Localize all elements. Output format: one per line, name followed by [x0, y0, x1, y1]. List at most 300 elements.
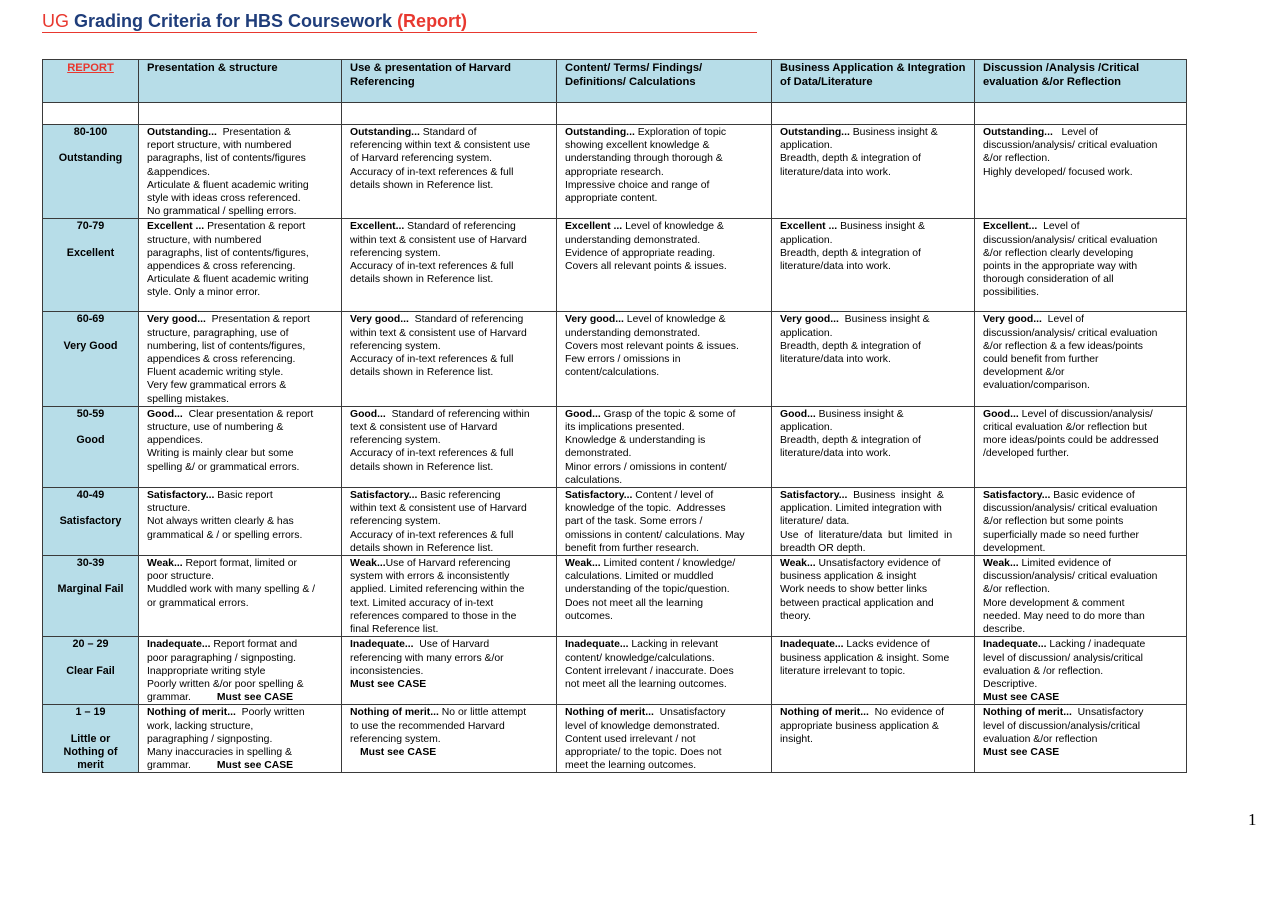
header-discussion: Discussion /Analysis /Critical evaluation &/or Reflection — [975, 60, 1187, 103]
criteria-level-lead: Good... — [780, 408, 816, 420]
grade-band-label — [43, 637, 139, 705]
criteria-text: structure, with numbered — [147, 234, 262, 246]
criteria-text: Standard of — [419, 127, 477, 138]
criteria-text: meet the learning outcomes. — [565, 760, 697, 772]
criteria-text: referencing system. — [350, 435, 441, 447]
criteria-text: Articulate & fluent academic writing — [147, 179, 309, 191]
criteria-text: content/ knowledge/calculations. — [565, 652, 715, 664]
criteria-text: possibilities. — [983, 287, 1040, 299]
criteria-text: Report format and — [210, 639, 298, 651]
grade-name: Marginal Fail — [57, 583, 124, 596]
criteria-level-lead: Inadequate... — [780, 639, 844, 651]
header-row — [43, 60, 1187, 103]
criteria-text: No evidence of — [868, 707, 944, 719]
criteria-text: Content / level of — [632, 490, 714, 502]
criteria-text: &/or reflection & a few ideas/points — [983, 340, 1143, 352]
grade-name: Excellent — [66, 246, 115, 259]
criteria-level-lead: Outstanding... — [147, 127, 217, 138]
criteria-text: style. Only a minor error. — [147, 287, 261, 299]
criteria-cell — [975, 556, 1187, 637]
criteria-text: points in the appropriate way with — [983, 261, 1138, 273]
criteria-text: discussion/analysis/ critical evaluation — [983, 571, 1158, 583]
criteria-text: understanding through thorough & — [565, 153, 723, 165]
criteria-text: details shown in Reference list. — [350, 179, 494, 191]
grade-band-label — [43, 219, 139, 312]
criteria-text: its implications presented. — [565, 422, 685, 434]
criteria-text: literature/data into work. — [780, 261, 891, 273]
criteria-cell — [557, 637, 772, 705]
grade-range: 1 – 19 — [75, 706, 106, 719]
spacer-cell — [772, 103, 975, 125]
criteria-level-lead: Weak... — [350, 558, 386, 570]
criteria-text: of Harvard referencing system. — [350, 153, 493, 165]
spacer-cell — [342, 103, 557, 125]
criteria-text: theory. — [780, 610, 811, 622]
criteria-text: grammatical & / or spelling errors. — [147, 529, 303, 541]
criteria-text: Clear presentation & report — [182, 408, 314, 420]
criteria-text: paragraphs, list of contents/figures — [147, 153, 306, 165]
criteria-text: Business insight & — [849, 127, 938, 138]
criteria-text: Standard of referencing — [408, 314, 524, 326]
must-see-case-note: Must see CASE — [350, 678, 427, 690]
criteria-cell — [139, 488, 342, 556]
criteria-level-lead: Satisfactory... — [983, 490, 1051, 502]
grading-criteria-table — [42, 59, 1187, 773]
criteria-text: Poorly written &/or poor spelling & — [147, 678, 304, 690]
criteria-cell — [139, 406, 342, 487]
criteria-text: referencing system. — [350, 247, 441, 259]
criteria-level-lead: Very good... — [780, 314, 839, 326]
criteria-text: Business insight & — [815, 408, 904, 420]
criteria-level-lead: Weak... — [983, 558, 1019, 570]
criteria-text: system with errors & inconsistently — [350, 571, 510, 583]
criteria-text: referencing system. — [350, 340, 441, 352]
grade-band-row — [43, 705, 1187, 773]
must-see-case-note: Must see CASE — [216, 760, 294, 772]
criteria-text: Breadth, depth & integration of — [780, 153, 921, 165]
grade-band-label — [43, 312, 139, 406]
criteria-text: Accuracy of in-text references & full — [350, 448, 514, 460]
grade-name: Satisfactory — [59, 515, 122, 528]
criteria-cell — [557, 556, 772, 637]
criteria-level-lead: Weak... — [780, 558, 816, 570]
criteria-cell — [772, 312, 975, 406]
criteria-text: business application & insight — [780, 571, 917, 583]
must-see-case-note: Must see CASE — [360, 746, 437, 758]
criteria-level-lead: Excellent... — [350, 221, 405, 233]
criteria-cell — [772, 556, 975, 637]
criteria-text: spelling &/ or grammatical errors. — [147, 461, 300, 473]
grade-band-row — [43, 637, 1187, 705]
criteria-text: details shown in Reference list. — [350, 542, 494, 554]
criteria-text: &appendices. — [147, 166, 210, 178]
spacer-cell — [43, 103, 139, 125]
criteria-text: applied. Limited referencing within the — [350, 584, 525, 596]
grade-band-row — [43, 556, 1187, 637]
header-presentation: Presentation & structure — [139, 60, 342, 103]
grade-range: 50-59 — [76, 407, 105, 420]
criteria-cell — [342, 556, 557, 637]
grade-name: Clear Fail — [66, 664, 115, 677]
criteria-text: within text & consistent use of Harvard — [350, 503, 527, 515]
criteria-text: referencing system. — [350, 516, 441, 528]
criteria-text: Muddled work with many spelling & / — [147, 584, 316, 596]
criteria-cell — [342, 705, 557, 773]
criteria-text: application. — [780, 327, 833, 339]
criteria-text: application. — [780, 422, 833, 434]
criteria-text: text. Limited accuracy of in-text — [350, 597, 494, 609]
criteria-text: More development & comment — [983, 597, 1125, 609]
criteria-text: understanding demonstrated. — [565, 327, 701, 339]
criteria-text: &/or reflection but some points — [983, 516, 1124, 528]
grade-band-label — [43, 406, 139, 487]
criteria-cell — [772, 125, 975, 219]
criteria-text: style with ideas cross referenced. — [147, 193, 301, 205]
criteria-level-lead: Good... — [147, 408, 183, 420]
criteria-level-lead: Nothing of merit... — [780, 707, 869, 719]
page-number: 1 — [1248, 810, 1257, 829]
criteria-text: structure, paragraphing, use of — [147, 327, 289, 339]
criteria-text: more ideas/points could be addressed — [983, 435, 1159, 447]
criteria-text: discussion/analysis/ critical evaluation — [983, 503, 1158, 515]
grade-band-row — [43, 488, 1187, 556]
criteria-text: Breadth, depth & integration of — [780, 340, 921, 352]
criteria-text: showing excellent knowledge & — [565, 140, 710, 152]
spacer-cell — [557, 103, 772, 125]
criteria-text: demonstrated. — [565, 448, 632, 460]
criteria-text: appropriate/ to the topic. Does not — [565, 746, 722, 758]
criteria-cell — [975, 125, 1187, 219]
grade-range: 70-79 — [76, 220, 105, 233]
criteria-cell — [557, 488, 772, 556]
grade-band-label — [43, 488, 139, 556]
criteria-cell — [772, 637, 975, 705]
criteria-text: Poorly written — [235, 707, 305, 719]
criteria-text: final Reference list. — [350, 624, 439, 636]
criteria-text: Use of Harvard referencing — [385, 558, 511, 570]
criteria-level-lead: Satisfactory... — [565, 490, 633, 502]
criteria-text: within text & consistent use of Harvard — [350, 327, 527, 339]
criteria-cell — [975, 312, 1187, 406]
grade-name: Very Good — [63, 339, 118, 352]
header-content: Content/ Terms/ Findings/ Definitions/ Calculations — [557, 60, 772, 103]
criteria-cell — [772, 219, 975, 312]
criteria-text: Few errors / omissions in — [565, 354, 681, 366]
criteria-level-lead: Weak... — [565, 558, 601, 570]
criteria-text: superficially made so need further — [983, 529, 1139, 541]
grade-range: 60-69 — [76, 313, 105, 326]
criteria-text: Many inaccuracies in spelling & — [147, 746, 292, 758]
criteria-level-lead: Excellent ... — [565, 221, 623, 233]
criteria-text: Use of Harvard — [413, 639, 490, 651]
criteria-text: discussion/analysis/ critical evaluation — [983, 234, 1158, 246]
criteria-text: Lacking in relevant — [628, 639, 719, 651]
criteria-level-lead: Nothing of merit... — [565, 707, 654, 719]
criteria-cell — [772, 488, 975, 556]
criteria-level-lead: Nothing of merit... — [147, 707, 236, 719]
criteria-text: application. — [780, 140, 833, 152]
criteria-level-lead: Excellent ... — [780, 221, 838, 233]
criteria-text: paragraphs, list of contents/figures, — [147, 247, 309, 259]
criteria-text: knowledge of the topic. Addresses — [565, 503, 726, 515]
criteria-cell — [557, 312, 772, 406]
criteria-text: describe. — [983, 624, 1026, 636]
criteria-text: Breadth, depth & integration of — [780, 247, 921, 259]
criteria-text: Level of knowledge & — [623, 314, 726, 326]
criteria-cell — [557, 705, 772, 773]
criteria-text: details shown in Reference list. — [350, 367, 494, 379]
criteria-text: Writing is mainly clear but some — [147, 448, 294, 460]
criteria-cell — [975, 219, 1187, 312]
criteria-text: &/or reflection. — [983, 584, 1050, 596]
criteria-text: Limited content / knowledge/ — [600, 558, 736, 570]
criteria-level-lead: Satisfactory... — [780, 490, 848, 502]
criteria-cell — [139, 312, 342, 406]
criteria-text: Level of — [1052, 127, 1098, 138]
criteria-text: development. — [983, 542, 1046, 554]
criteria-text: references compared to those in the — [350, 610, 517, 622]
title-prefix: UG — [42, 11, 69, 31]
criteria-cell — [557, 219, 772, 312]
criteria-text: evaluation &/or reflection — [983, 733, 1098, 745]
criteria-text: Grasp of the topic & some of — [600, 408, 736, 420]
header-report: REPORT — [43, 60, 139, 103]
criteria-level-lead: Inadequate... — [983, 639, 1047, 651]
spacer-row — [43, 103, 1187, 125]
criteria-cell — [139, 125, 342, 219]
criteria-cell — [139, 556, 342, 637]
criteria-cell — [139, 637, 342, 705]
criteria-text: Lacks evidence of — [843, 639, 930, 651]
criteria-text: Content irrelevant / inaccurate. Does — [565, 665, 734, 677]
grade-band-row — [43, 312, 1187, 406]
spacer-cell — [975, 103, 1187, 125]
criteria-text: application. Limited integration with — [780, 503, 942, 515]
criteria-text: evaluation/comparison. — [983, 380, 1090, 392]
criteria-level-lead: Good... — [350, 408, 386, 420]
criteria-text: Presentation & report — [205, 314, 310, 326]
criteria-text: benefit from further research. — [565, 542, 699, 554]
criteria-text: work, lacking structure, — [147, 720, 254, 732]
criteria-text: needed. May need to do more than — [983, 610, 1145, 622]
criteria-text: evaluation & /or reflection. — [983, 665, 1104, 677]
criteria-text: Presentation & report — [204, 221, 306, 233]
criteria-text: development &/or — [983, 367, 1065, 379]
grade-range: 80-100 — [73, 126, 108, 138]
grade-range: 40-49 — [76, 489, 105, 502]
criteria-text: literature/ data. — [780, 516, 850, 528]
criteria-text: breadth OR depth. — [780, 542, 866, 554]
header-business-application: Business Application & Integration of Data/Literature — [772, 60, 975, 103]
criteria-text: Basic evidence of — [1050, 490, 1135, 502]
criteria-text: structure, use of numbering & — [147, 422, 284, 434]
criteria-level-lead: Inadequate... — [565, 639, 629, 651]
criteria-text: spelling mistakes. — [147, 393, 230, 405]
criteria-text: Unsatisfactory evidence of — [815, 558, 941, 570]
criteria-text: within text & consistent use of Harvard — [350, 234, 527, 246]
grade-name: Little or Nothing of merit — [63, 732, 118, 771]
criteria-text: referencing system. — [350, 733, 441, 745]
criteria-text: Level of discussion/analysis/ — [1018, 408, 1153, 420]
criteria-text: /developed further. — [983, 448, 1070, 460]
criteria-text: insight. — [780, 733, 813, 745]
criteria-cell — [342, 488, 557, 556]
criteria-text: report structure, with numbered — [147, 140, 292, 152]
grade-name: Outstanding — [58, 152, 123, 165]
criteria-level-lead: Outstanding... — [983, 127, 1053, 138]
page-title — [42, 11, 757, 33]
criteria-level-lead: Very good... — [147, 314, 206, 326]
criteria-text: content/calculations. — [565, 367, 660, 379]
criteria-text: business application & insight. Some — [780, 652, 950, 664]
criteria-text: Breadth, depth & integration of — [780, 435, 921, 447]
criteria-text: Standard of referencing within — [385, 408, 530, 420]
criteria-text: grammar. — [147, 760, 191, 772]
criteria-text: between practical application and — [780, 597, 934, 609]
criteria-text: &/or reflection clearly developing — [983, 247, 1134, 259]
criteria-cell — [342, 125, 557, 219]
grade-range: 20 – 29 — [72, 638, 109, 651]
criteria-text: Business insight & — [837, 221, 925, 233]
criteria-text: details shown in Reference list. — [350, 461, 494, 473]
criteria-text: Accuracy of in-text references & full — [350, 354, 514, 366]
criteria-text: discussion/analysis/ critical evaluation — [983, 140, 1158, 152]
grade-band-row — [43, 219, 1187, 312]
criteria-text: appendices. — [147, 435, 204, 447]
criteria-text: level of discussion/ analysis/critical — [983, 652, 1143, 664]
grade-name: Good — [76, 434, 105, 447]
criteria-text: literature/data into work. — [780, 448, 891, 460]
criteria-text: appendices & cross referencing. — [147, 261, 296, 273]
criteria-text: Fluent academic writing style. — [147, 367, 284, 379]
criteria-level-lead: Weak... — [147, 558, 183, 570]
criteria-text: inconsistencies. — [350, 665, 424, 677]
criteria-text: Inappropriate writing style — [147, 665, 266, 677]
criteria-level-lead: Very good... — [350, 314, 409, 326]
criteria-cell — [975, 488, 1187, 556]
criteria-cell — [139, 705, 342, 773]
criteria-text: omissions in content/ calculations. May — [565, 529, 745, 541]
criteria-text: Level of — [1037, 221, 1080, 233]
criteria-cell — [139, 219, 342, 312]
criteria-text: Report format, limited or — [182, 558, 297, 570]
must-see-case-note: Must see CASE — [983, 746, 1060, 758]
criteria-text: Level of — [1041, 314, 1085, 326]
criteria-level-lead: Outstanding... — [565, 127, 635, 138]
criteria-level-lead: Good... — [983, 408, 1019, 420]
criteria-text: Unsatisfactory — [1071, 707, 1144, 719]
criteria-text: Not always written clearly & has — [147, 516, 294, 528]
criteria-text: Highly developed/ focused work. — [983, 166, 1133, 178]
criteria-level-lead: Excellent... — [983, 221, 1038, 233]
criteria-text: Accuracy of in-text references & full — [350, 261, 514, 273]
grade-band-row — [43, 406, 1187, 487]
criteria-text: level of knowledge demonstrated. — [565, 720, 720, 732]
criteria-level-lead: Very good... — [565, 314, 624, 326]
criteria-cell — [975, 705, 1187, 773]
criteria-text: No grammatical / spelling errors. — [147, 206, 297, 218]
criteria-text: Basic referencing — [417, 490, 501, 502]
grade-band-label — [43, 125, 139, 219]
title-suffix: (Report) — [397, 11, 468, 31]
criteria-cell — [772, 406, 975, 487]
criteria-text: Accuracy of in-text references & full — [350, 166, 514, 178]
criteria-level-lead: Excellent ... — [147, 221, 205, 233]
criteria-text: literature irrelevant to topic. — [780, 665, 906, 677]
criteria-text: No or little attempt — [438, 707, 527, 719]
criteria-text: Presentation & — [216, 127, 291, 138]
criteria-text: Work needs to show better links — [780, 584, 928, 596]
criteria-level-lead: Outstanding... — [350, 127, 420, 138]
criteria-cell — [557, 125, 772, 219]
criteria-text: calculations. — [565, 474, 623, 486]
criteria-cell — [342, 637, 557, 705]
criteria-text: Articulate & fluent academic writing — [147, 274, 309, 286]
criteria-level-lead: Nothing of merit... — [350, 707, 439, 719]
criteria-text: part of the task. Some errors / — [565, 516, 703, 528]
criteria-text: structure. — [147, 503, 191, 515]
criteria-text: critical evaluation &/or reflection but — [983, 422, 1148, 434]
criteria-cell — [772, 705, 975, 773]
criteria-text: Knowledge & understanding is — [565, 435, 706, 447]
criteria-level-lead: Satisfactory... — [147, 490, 215, 502]
criteria-text: Exploration of topic — [634, 127, 727, 138]
criteria-text: Impressive choice and range of — [565, 179, 710, 191]
criteria-text: paragraphing / signposting. — [147, 733, 273, 745]
criteria-text: Level of knowledge & — [622, 221, 724, 233]
criteria-text: grammar. — [147, 692, 191, 704]
criteria-text: text & consistent use of Harvard — [350, 422, 498, 434]
must-see-case-note: Must see CASE — [216, 692, 294, 704]
grade-band-label — [43, 556, 139, 637]
criteria-text: Unsatisfactory — [653, 707, 726, 719]
criteria-text: Business insight & — [847, 490, 944, 502]
criteria-text: not meet all the learning outcomes. — [565, 678, 727, 690]
criteria-text: Business insight & — [838, 314, 930, 326]
criteria-text: referencing within text & consistent use — [350, 140, 531, 152]
criteria-level-lead: Inadequate... — [350, 639, 414, 651]
criteria-text: Lacking / inadequate — [1046, 639, 1146, 651]
criteria-text: Does not meet all the learning — [565, 597, 704, 609]
criteria-text: application. — [780, 234, 833, 246]
criteria-cell — [975, 637, 1187, 705]
criteria-text: appropriate content. — [565, 193, 658, 205]
criteria-text: &/or reflection. — [983, 153, 1050, 165]
criteria-text: numbering, list of contents/figures, — [147, 340, 306, 352]
criteria-cell — [342, 312, 557, 406]
criteria-text: Minor errors / omissions in content/ — [565, 461, 727, 473]
criteria-text: Very few grammatical errors & — [147, 380, 287, 392]
criteria-level-lead: Satisfactory... — [350, 490, 418, 502]
grade-band-label — [43, 705, 139, 773]
criteria-text: level of discussion/analysis/critical — [983, 720, 1141, 732]
criteria-text: appropriate business application & — [780, 720, 939, 732]
criteria-text: Content used irrelevant / not — [565, 733, 696, 745]
criteria-text: appropriate research. — [565, 166, 664, 178]
criteria-text: Limited evidence of — [1018, 558, 1112, 570]
criteria-cell — [342, 406, 557, 487]
criteria-level-lead: Inadequate... — [147, 639, 211, 651]
criteria-text: literature/data into work. — [780, 354, 891, 366]
criteria-text: calculations. Limited or muddled — [565, 571, 714, 583]
header-referencing: Use & presentation of Harvard Referencing — [342, 60, 557, 103]
grade-range: 30-39 — [76, 557, 105, 570]
criteria-text: Use of literature/data but limited in — [780, 529, 953, 541]
criteria-text: Covers all relevant points & issues. — [565, 261, 727, 273]
criteria-text: understanding of the topic/question. — [565, 584, 730, 596]
spacer-cell — [139, 103, 342, 125]
criteria-level-lead: Nothing of merit... — [983, 707, 1072, 719]
